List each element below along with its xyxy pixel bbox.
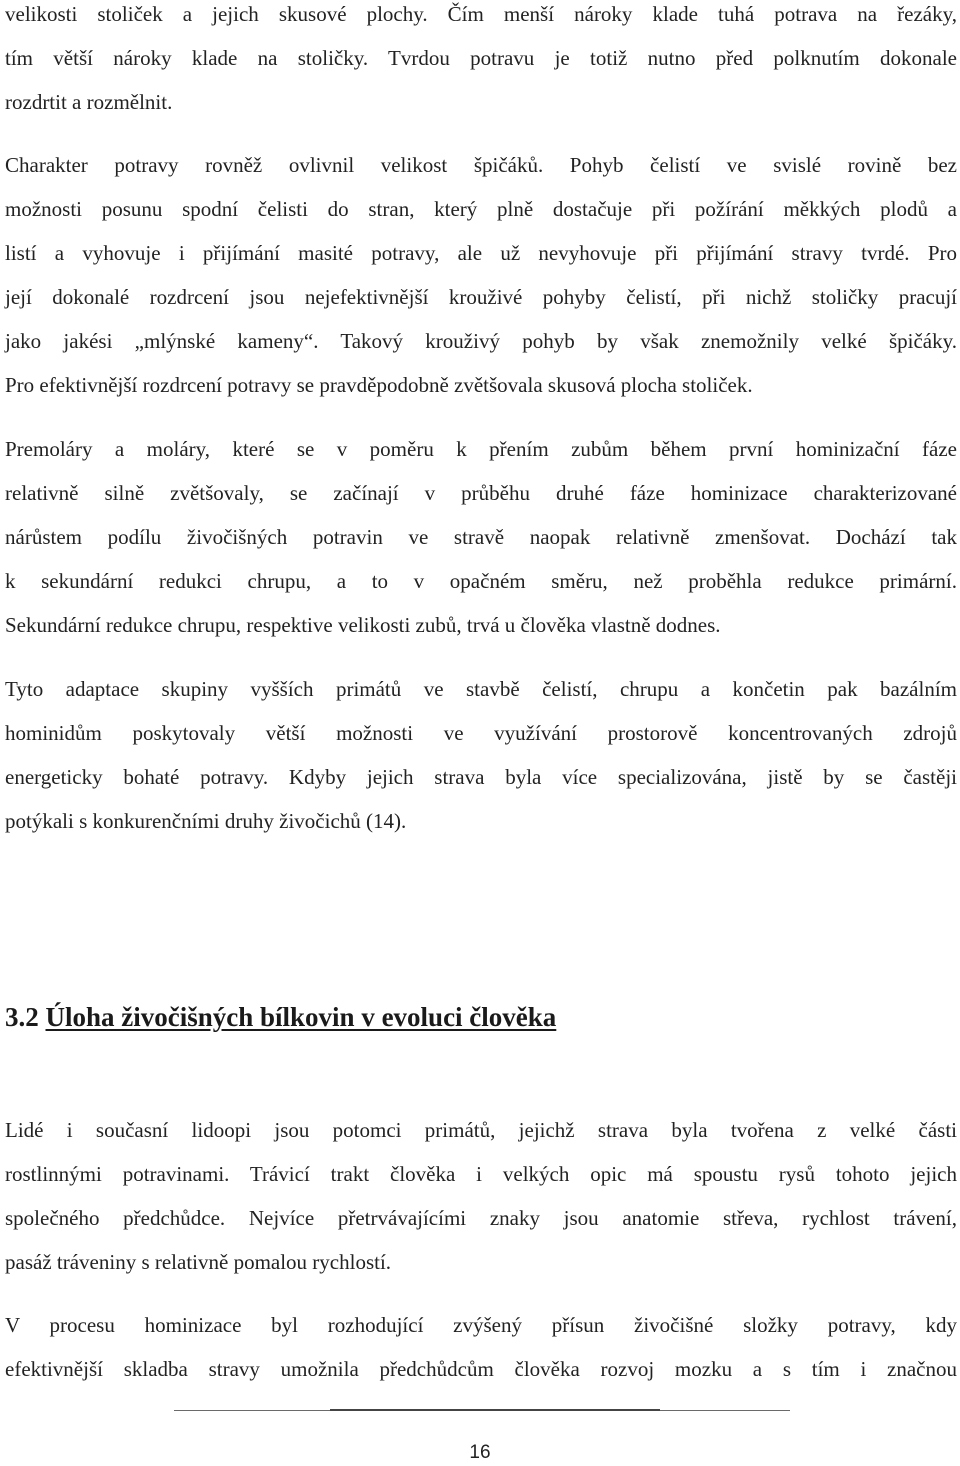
text-line: relativně silně zvětšovaly, se začínají v průběhu druhé fáze hominizace charakterizované	[5, 481, 957, 505]
text-line: její dokonalé rozdrcení jsou nejefektivnější krouživé pohyby čelistí, při nichž stoličky pracují	[5, 285, 957, 309]
section-title: Úloha živočišných bílkovin v evoluci člověka	[45, 1002, 557, 1032]
text-line: potýkali s konkurenčními druhy živočichů (14).	[5, 809, 407, 833]
paragraph-5	[5, 1108, 957, 1284]
page-number: 16	[469, 1442, 491, 1463]
text-line: rozdrtit a rozmělnit.	[5, 90, 173, 114]
text-line: tím větší nároky klade na stoličky. Tvrdou potravu je totiž nutno před polknutím dokonale	[5, 46, 957, 70]
text-line: hominidům poskytovaly větší možnosti ve využívání prostorově koncentrovaných zdrojů	[5, 721, 957, 745]
text-line: pasáž tráveniny s relativně pomalou rychlostí.	[5, 1250, 392, 1274]
text-line: Tyto adaptace skupiny vyšších primátů ve stavbě čelistí, chrupu a končetin pak bazálním	[5, 677, 957, 701]
paragraph-1	[5, 0, 957, 124]
text-line: velikosti stoliček a jejich skusové plochy. Čím menší nároky klade tuhá potrava na řezáky,	[5, 2, 957, 26]
paragraph-2	[5, 143, 957, 407]
text-line: jako jakési „mlýnské kameny“. Takový krouživý pohyb by však znemožnily velké špičáky.	[5, 329, 957, 353]
text-line: nárůstem podílu živočišných potravin ve stravě naopak relativně zmenšovat. Dochází tak	[5, 525, 957, 549]
section-heading	[5, 995, 556, 1039]
text-line: V procesu hominizace byl rozhodující zvýšený přísun živočišné složky potravy, kdy	[5, 1313, 957, 1337]
paragraph-6	[5, 1303, 957, 1391]
text-line: rostlinnými potravinami. Trávicí trakt člověka i velkých opic má spoustu rysů tohoto jejich	[5, 1162, 957, 1186]
text-line: k sekundární redukci chrupu, a to v opačném směru, než proběhla redukce primární.	[5, 569, 957, 593]
text-line: energeticky bohaté potravy. Kdyby jejich strava byla více specializována, jistě by se častěji	[5, 765, 957, 789]
paragraph-3	[5, 427, 957, 647]
text-line: Premoláry a moláry, které se v poměru k přením zubům během první hominizační fáze	[5, 437, 957, 461]
footer-divider-accent	[330, 1409, 660, 1411]
section-number: 3.2	[5, 1002, 39, 1032]
text-line: efektivnější skladba stravy umožnila předchůdcům člověka rozvoj mozku a s tím i značnou	[5, 1357, 957, 1381]
text-line: Charakter potravy rovněž ovlivnil velikost špičáků. Pohyb čelistí ve svislé rovině bez	[5, 153, 957, 177]
paragraph-4	[5, 667, 957, 843]
text-line: listí a vyhovuje i přijímání masité potravy, ale už nevyhovuje při přijímání stravy tvrdé. Pro	[5, 241, 957, 265]
text-line: Sekundární redukce chrupu, respektive velikosti zubů, trvá u člověka vlastně dodnes.	[5, 613, 721, 637]
text-line: možnosti posunu spodní čelisti do stran, který plně dostačuje při požírání měkkých plodů a	[5, 197, 957, 221]
text-line: Lidé i současní lidoopi jsou potomci primátů, jejichž strava byla tvořena z velké části	[5, 1118, 957, 1142]
text-line: společného předchůdce. Nejvíce přetrvávajícími znaky jsou anatomie střeva, rychlost trávení,	[5, 1206, 957, 1230]
text-line: Pro efektivnější rozdrcení potravy se pravděpodobně zvětšovala skusová plocha stoliček.	[5, 373, 753, 397]
